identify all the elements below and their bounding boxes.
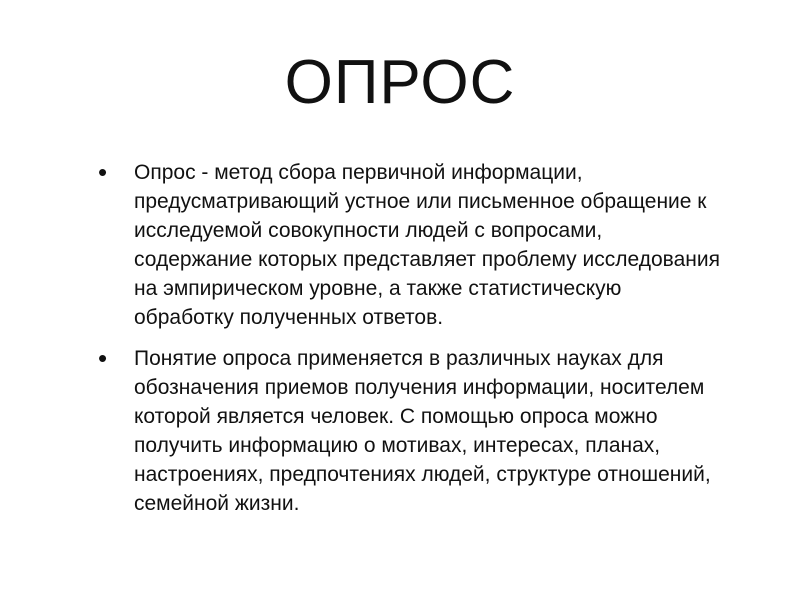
bullet-item-definition xyxy=(96,158,726,332)
bullet-marker: • xyxy=(98,157,108,187)
bullet-text-application: Понятие опроса применяется в различных науках для обозначения приемов получения информации, носителем которой является человек. С помощью опроса можно получить информацию о мотивах, интересах, планах, настроениях, предпочтениях людей, структуре отношений, семейной жизни. xyxy=(134,347,711,515)
bullet-text-definition: Опрос - метод сбора первичной информации, предусматривающий устное или письменное обращение к исследуемой совокупности людей с вопросами, содержание которых представляет проблему исследования на эмпирическом уровне, а также статистическую обработку полученных ответов. xyxy=(134,161,720,329)
bullet-item-application xyxy=(96,344,726,518)
slide-title: ОПРОС xyxy=(284,48,516,117)
bullet-list xyxy=(96,158,726,530)
bullet-marker: • xyxy=(98,343,108,373)
